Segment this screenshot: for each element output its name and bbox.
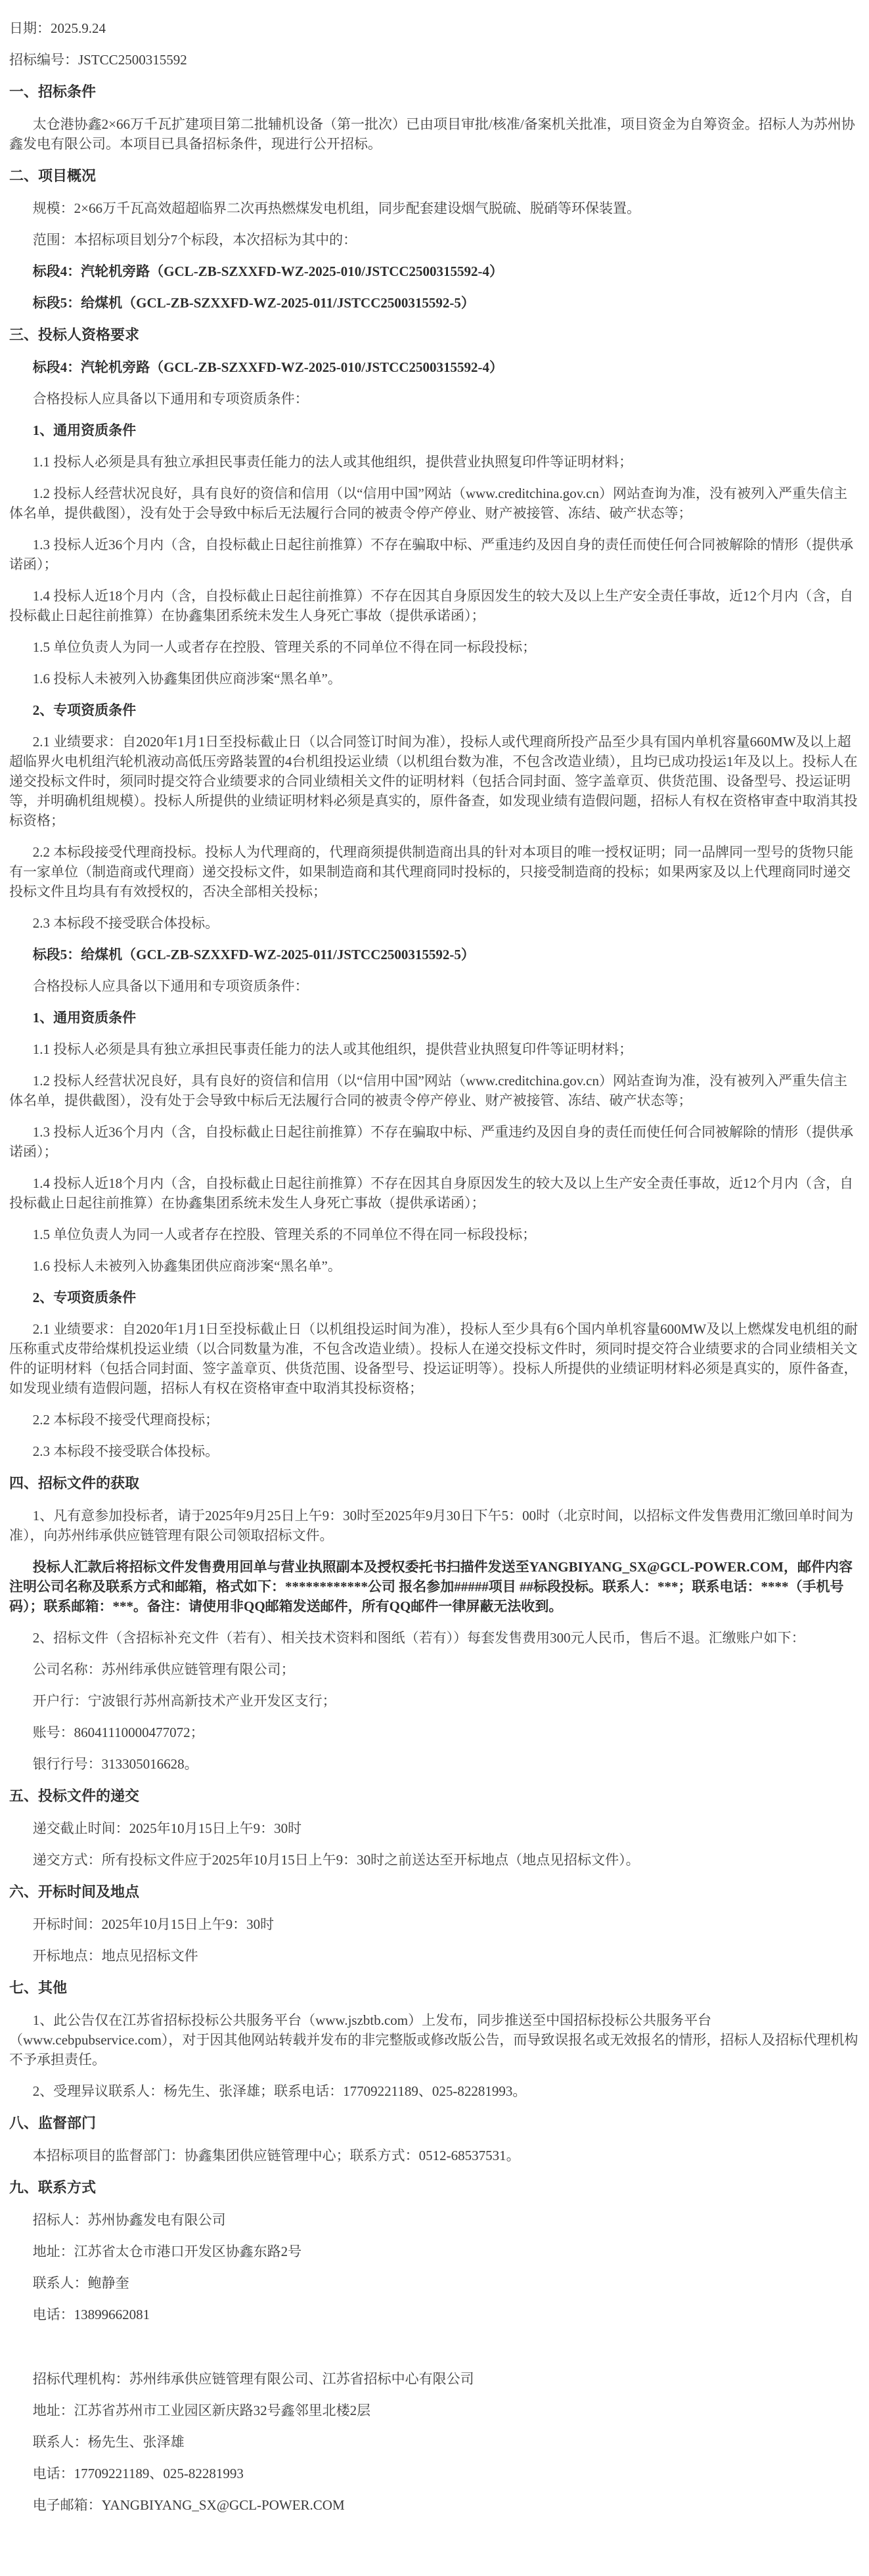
section-tender-conditions: [9, 81, 858, 154]
project-scale-line: 规模：2×66万千瓦高效超超临界二次再热燃煤发电机组，同步配套建设烟气脱硫、脱硝等环保装置。: [32, 200, 641, 216]
clause-1-3: 1.3 投标人近36个月内（含，自投标截止日起往前推算）不存在骗取中标、严重违约及因自身的责任而使任何合同被解除的情形（提供承诺函）；: [9, 537, 854, 572]
agency-phone-line: 电话：17709221189、025-82281993: [32, 2466, 244, 2481]
lot4-title-line: 标段4：汽轮机旁路（GCL-ZB-SZXXFD-WZ-2025-010/JSTCC2500315592-4）: [32, 359, 504, 375]
section-heading-bid-submission: 五、投标文件的递交: [9, 1788, 140, 1804]
clause-2-3: 2.3 本标段不接受联合体投标。: [32, 915, 219, 931]
clause-2-1: 2.1 业绩要求：自2020年1月1日至投标截止日（以机组投运时间为准），投标人至少具有6个国内单机容量600MW及以上燃煤发电机组的耐压称重式皮带给煤机投运业绩（以合同数量为准，不包含改造业绩）。投标人在递交投标文件时，须同时提交符合业绩要求的合同业绩相关文件的证明材料（包括合同封面、签字盖章页、供货范围、设备型号、投运证明等）。投标人所提供的业绩证明材料必须是真实的，原件备查，如发现业绩有造假问题，招标人有权在资格审查中取消其投标资格；: [9, 1321, 858, 1396]
agency-address-line: 地址：江苏省苏州市工业园区新庆路32号鑫邻里北楼2层: [32, 2403, 371, 2418]
tenderer-name-line: 招标人：苏州协鑫发电有限公司: [32, 2212, 226, 2228]
section-heading-supervision: 八、监督部门: [9, 2115, 97, 2131]
bank-account-line: 账号：86041110000477072；: [32, 1725, 204, 1740]
clause-1-5: 1.5 单位负责人为同一人或者存在控股、管理关系的不同单位不得在同一标段投标；: [32, 639, 537, 655]
tender-number-line: 招标编号：JSTCC2500315592: [9, 52, 187, 68]
bank-branch-line: 开户行：宁波银行苏州高新技术产业开发区支行；: [32, 1693, 336, 1709]
acquisition-time-line: 1、凡有意参加投标者，请于2025年9月25日上午9：30时至2025年9月30日下午5：00时（北京时间，以招标文件发售费用汇缴回单时间为准），向苏州纬承供应链管理有限公司领取招标文件。: [9, 1508, 854, 1543]
lot5-title-line: 标段5：给煤机（GCL-ZB-SZXXFD-WZ-2025-011/JSTCC2500315592-5）: [32, 947, 475, 962]
section-heading-document-acquisition: 四、招标文件的获取: [9, 1475, 140, 1491]
opening-time-line: 开标时间：2025年10月15日上午9：30时: [32, 1916, 275, 1932]
general-qualification-subheading: 1、通用资质条件: [32, 1010, 137, 1026]
date-line: 日期：2025.9.24: [9, 20, 106, 36]
clause-1-1: 1.1 投标人必须是具有独立承担民事责任能力的法人或其他组织，提供营业执照复印件等证明材料；: [32, 454, 633, 470]
clause-1-6: 1.6 投标人未被列入协鑫集团供应商涉案“黑名单”。: [32, 1258, 342, 1274]
supervision-department-line: 本招标项目的监督部门：协鑫集团供应链管理中心；联系方式：0512-68537531。: [32, 2148, 520, 2163]
clause-1-4: 1.4 投标人近18个月内（含，自投标截止日起往前推算）不存在因其自身原因发生的较大及以上生产安全责任事故，近12个月内（含，自投标截止日起往前推算）在协鑫集团系统未发生人身死亡事故（提供承诺函）；: [9, 588, 854, 623]
clause-1-6: 1.6 投标人未被列入协鑫集团供应商涉案“黑名单”。: [32, 671, 342, 687]
general-qualification-subheading: 1、通用资质条件: [32, 422, 137, 438]
section-heading-others: 七、其他: [9, 1979, 68, 1996]
section-heading-bid-opening: 六、开标时间及地点: [9, 1884, 140, 1900]
section-document-acquisition: [9, 1473, 858, 1774]
section-bid-submission: [9, 1786, 858, 1870]
special-qualification-subheading: 2、专项资质条件: [32, 1290, 137, 1305]
section-heading-contacts: 九、联系方式: [9, 2179, 97, 2196]
remittance-instruction-line: 投标人汇款后将招标文件发售费用回单与营业执照副本及授权委托书扫描件发送至YANGBIYANG_SX@GCL-POWER.COM，邮件内容注明公司名称及联系方式和邮箱，格式如下：************公司 报名参加#####项目 ##标段投标。联系人：***；联系电话：****（手机号码）；联系邮箱：***。备注：请使用非QQ邮箱发送邮件，所有QQ邮件一律屏蔽无法收到。: [9, 1559, 853, 1614]
agency-email-line: 电子邮箱：YANGBIYANG_SX@GCL-POWER.COM: [32, 2497, 345, 2513]
section-heading-tender-conditions: 一、招标条件: [9, 83, 97, 100]
opening-place-line: 开标地点：地点见招标文件: [32, 1948, 198, 1964]
submission-deadline-line: 递交截止时间：2025年10月15日上午9：30时: [32, 1820, 302, 1836]
agency-name-line: 招标代理机构：苏州纬承供应链管理有限公司、江苏省招标中心有限公司: [32, 2371, 474, 2387]
section-heading-bidder-qualification: 三、投标人资格要求: [9, 327, 140, 343]
vertical-spacer: [9, 2336, 858, 2369]
clause-1-3: 1.3 投标人近36个月内（含，自投标截止日起往前推算）不存在骗取中标、严重违约及因自身的责任而使任何合同被解除的情形（提供承诺函）；: [9, 1124, 854, 1160]
clause-1-5: 1.5 单位负责人为同一人或者存在控股、管理关系的不同单位不得在同一标段投标；: [32, 1227, 537, 1242]
section-contacts: [9, 2177, 858, 2515]
special-qualification-subheading: 2、专项资质条件: [32, 702, 137, 718]
clause-2-3: 2.3 本标段不接受联合体投标。: [32, 1443, 219, 1459]
qualification-intro-line: 合格投标人应具备以下通用和专项资质条件：: [32, 391, 309, 407]
section-heading-project-overview: 二、项目概况: [9, 168, 97, 184]
clause-2-1: 2.1 业绩要求：自2020年1月1日至投标截止日（以合同签订时间为准），投标人或代理商所投产品至少具有国内单机容量660MW及以上超超临界火电机组汽轮机液动高低压旁路装置的4台机组投运业绩（以机组台数为准，不包含改造业绩），且均已成功投运1年及以上。投标人在递交投标文件时，须同时提交符合业绩要求的合同业绩相关文件的证明材料（包括合同封面、签字盖章页、供货范围、设备型号、投运证明等，并明确机组规模）。投标人所提供的业绩证明材料必须是真实的，原件备查，如发现业绩有造假问题，招标人有权在资格审查中取消其投标资格；: [9, 734, 858, 828]
clause-2-2: 2.2 本标段接受代理商投标。投标人为代理商的，代理商须提供制造商出具的针对本项目的唯一授权证明；同一品牌同一型号的货物只能有一家单位（制造商或代理商）递交投标文件，如果制造商和其代理商同时投标的，只接受制造商的投标；如果两家及以上代理商同时递交投标文件且均具有有效授权的，否决全部相关投标；: [9, 844, 854, 899]
section-supervision: [9, 2113, 858, 2165]
document-fee-line: 2、招标文件（含招标补充文件（若有）、相关技术资料和图纸（若有））每套发售费用300元人民币，售后不退。汇缴账户如下：: [32, 1630, 805, 1646]
tenderer-address-line: 地址：江苏省太仓市港口开发区协鑫东路2号: [32, 2244, 302, 2259]
lot5-title-line: 标段5：给煤机（GCL-ZB-SZXXFD-WZ-2025-011/JSTCC2500315592-5）: [32, 295, 475, 311]
submission-method-line: 递交方式：所有投标文件应于2025年10月15日上午9：30时之前送达至开标地点（地点见招标文件）。: [32, 1852, 640, 1868]
lot4-title-line: 标段4：汽轮机旁路（GCL-ZB-SZXXFD-WZ-2025-010/JSTCC2500315592-4）: [32, 263, 504, 279]
announcement-platform-line: 1、此公告仅在江苏省招标投标公共服务平台（www.jszbtb.com）上发布，同步推送至中国招标投标公共服务平台（www.cebpubservice.com），对于因其他网站转载并发布的非完整版或修改版公告，而导致误报名或无效报名的情形，招标人及招标代理机构不予承担责任。: [9, 2012, 858, 2068]
tender-conditions-paragraph: 太仓港协鑫2×66万千瓦扩建项目第二批辅机设备（第一批次）已由项目审批/核准/备案机关批准，项目资金为自筹资金。招标人为苏州协鑫发电有限公司。本项目已具备招标条件，现进行公开招标。: [9, 116, 855, 152]
section-others: [9, 1977, 858, 2101]
clause-1-4: 1.4 投标人近18个月内（含，自投标截止日起往前推算）不存在因其自身原因发生的较大及以上生产安全责任事故，近12个月内（含，自投标截止日起往前推算）在协鑫集团系统未发生人身死亡事故（提供承诺函）；: [9, 1175, 854, 1211]
clause-2-2: 2.2 本标段不接受代理商投标；: [32, 1412, 219, 1428]
project-scope-line: 范围：本招标项目划分7个标段，本次招标为其中的：: [32, 232, 357, 248]
section-bidder-qualification: [9, 325, 858, 1461]
objection-contact-line: 2、受理异议联系人：杨先生、张泽雄；联系电话：17709221189、025-82281993。: [32, 2083, 527, 2099]
tenderer-phone-line: 电话：13899662081: [32, 2307, 150, 2322]
tenderer-contact-line: 联系人：鲍静奎: [32, 2275, 129, 2291]
section-bid-opening: [9, 1882, 858, 1966]
clause-1-1: 1.1 投标人必须是具有独立承担民事责任能力的法人或其他组织，提供营业执照复印件等证明材料；: [32, 1041, 633, 1057]
bank-company-name-line: 公司名称：苏州纬承供应链管理有限公司；: [32, 1661, 295, 1677]
bank-code-line: 银行行号：313305016628。: [32, 1756, 198, 1772]
agency-contact-line: 联系人：杨先生、张泽雄: [32, 2434, 185, 2450]
section-project-overview: [9, 166, 858, 313]
clause-1-2: 1.2 投标人经营状况良好，具有良好的资信和信用（以“信用中国”网站（www.creditchina.gov.cn）网站查询为准，没有被列入严重失信主体名单，提供截图），没有处于会导致中标后无法履行合同的被责令停产停业、财产被接管、冻结、破产状态等；: [9, 1073, 847, 1108]
clause-1-2: 1.2 投标人经营状况良好，具有良好的资信和信用（以“信用中国”网站（www.creditchina.gov.cn）网站查询为准，没有被列入严重失信主体名单，提供截图），没有处于会导致中标后无法履行合同的被责令停产停业、财产被接管、冻结、破产状态等；: [9, 486, 847, 521]
qualification-intro-line: 合格投标人应具备以下通用和专项资质条件：: [32, 978, 309, 994]
